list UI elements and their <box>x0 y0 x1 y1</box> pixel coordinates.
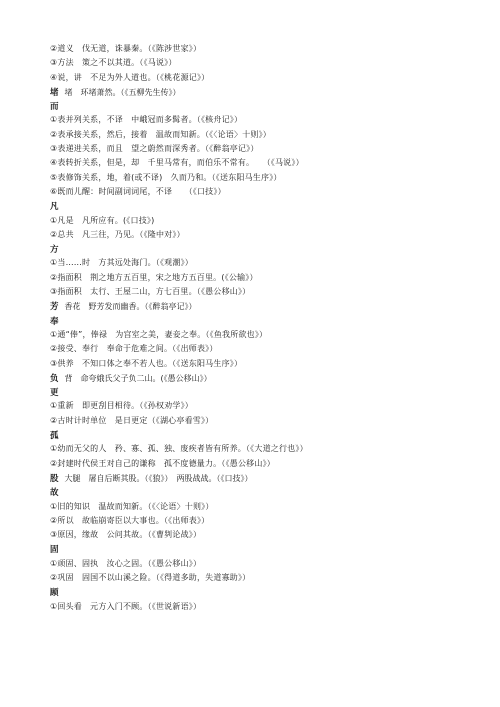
entry-line: ①回头看 元方入门不顾。（《世说新语》） <box>50 601 202 611</box>
headword: 固 <box>50 545 59 556</box>
headword-line <box>50 587 500 601</box>
entry-line: ①顽固、固执 汝心之固。（《愚公移山》） <box>50 558 202 568</box>
entry-line: ①凡是 凡所应有。(《口技》) <box>50 215 155 225</box>
headword: 而 <box>50 102 59 113</box>
headword-line <box>50 430 500 444</box>
entry-line: ①旧的知识 温故而知新。（《〈论语〉十则》） <box>50 501 214 511</box>
headword-line <box>50 316 500 330</box>
headword-line <box>50 87 500 101</box>
headword-line <box>50 487 500 501</box>
headword-definition: 香花 野芳发而幽香。（《醉翁亭记》） <box>64 302 197 312</box>
entry-line: ②封建时代侯王对自己的谦称 孤不度德量力。（《愚公移山》） <box>50 458 275 468</box>
headword-definition: 堵 环堵萧然。（《五柳先生传》） <box>64 87 181 97</box>
headword: 凡 <box>50 202 59 213</box>
headword-line <box>50 244 500 258</box>
entry-line: ⑤表修饰关系，地，着(或不译) 久而乃和。（《送东阳马生序》） <box>50 172 282 182</box>
entry-line: ③指面积 太行、王屋二山，方七百里。（《愚公移山》） <box>50 287 251 297</box>
headword: 孤 <box>50 431 59 442</box>
entry-line: ②巩固 固国不以山溪之险。（《得道多助，失道寡助》） <box>50 572 251 582</box>
headword-definition: 大腿 屠自后断其股。（《狼》） 两股战战。（《口技》） <box>64 473 253 483</box>
headword: 更 <box>50 388 59 399</box>
entry-line: ②所以 故临崩寄臣以大事也。（《出师表》） <box>50 515 210 525</box>
entry-line: ③表递进关系，而且 望之蔚然而深秀者。（《醉翁亭记》） <box>50 144 259 154</box>
entry-line: ①通“俸”，俸禄 为宫室之美，妻妾之奉。（《鱼我所欲也》） <box>50 329 268 339</box>
entry-line: ①幼而无父的人 矜、寡、孤、独、废疾者皆有所养。（《大道之行也》） <box>50 444 308 454</box>
entry-line: ④说，讲 不足为外人道也。（《桃花源记》） <box>50 72 210 82</box>
entry-line: ③方法 策之不以其道。（《马说》） <box>50 58 177 68</box>
entry-line: ③供养 不知口体之奉不若人也。（《送东阳马生序》） <box>50 358 243 368</box>
entry-line: ②指面积 荆之地方五百里，宋之地方五百里。(《公输》） <box>50 272 258 282</box>
entry-line: ⑥既而儿醒：时间副词词尾，不译 （《口技》） <box>50 186 226 196</box>
entry-line: ①重新 即更刮目相待。（《孙权劝学》） <box>50 401 193 411</box>
entry-line: ①当……时 方其远处海门。（《观潮》） <box>50 258 193 268</box>
headword: 负 <box>50 373 59 384</box>
headword: 奉 <box>50 316 59 327</box>
headword: 方 <box>50 245 59 256</box>
headword: 堵 <box>50 87 59 98</box>
headword-line <box>50 544 500 558</box>
entry-line: ④表转折关系，但是，却 千里马常有，而伯乐不常有。 （《马说》） <box>50 158 304 168</box>
headword-line <box>50 473 500 487</box>
headword-definition: 背 命夸娥氏父子负二山。(《愚公移山》） <box>64 373 212 383</box>
headword: 故 <box>50 488 59 499</box>
entry-line: ③原因，缘故 公问其故。（《曹刿论战》） <box>50 530 202 540</box>
headword-line <box>50 201 500 215</box>
headword: 芳 <box>50 302 59 313</box>
headword-line <box>50 387 500 401</box>
headword: 股 <box>50 473 59 484</box>
entry-line: ②道义 伐无道，诛暴秦。（《陈涉世家》） <box>50 44 202 53</box>
entry-line: ②古时计时单位 是日更定（《湖心亭看雪》） <box>50 415 214 425</box>
entry-line: ②总共 凡三往，乃见。（《隆中对》） <box>50 229 185 239</box>
entry-line: ②接受、奉行 奉命于危难之间。（《出师表》） <box>50 344 218 354</box>
entry-line: ②表承接关系，然后，接着 温故而知新。（《〈论语〉十则》） <box>50 129 271 139</box>
entry-line: ①表并列关系，不译 中峨冠而多髯者。（《核舟记》） <box>50 115 243 125</box>
headword-line <box>50 373 500 387</box>
headword-line <box>50 101 500 115</box>
headword-line <box>50 301 500 315</box>
headword: 顾 <box>50 588 59 599</box>
